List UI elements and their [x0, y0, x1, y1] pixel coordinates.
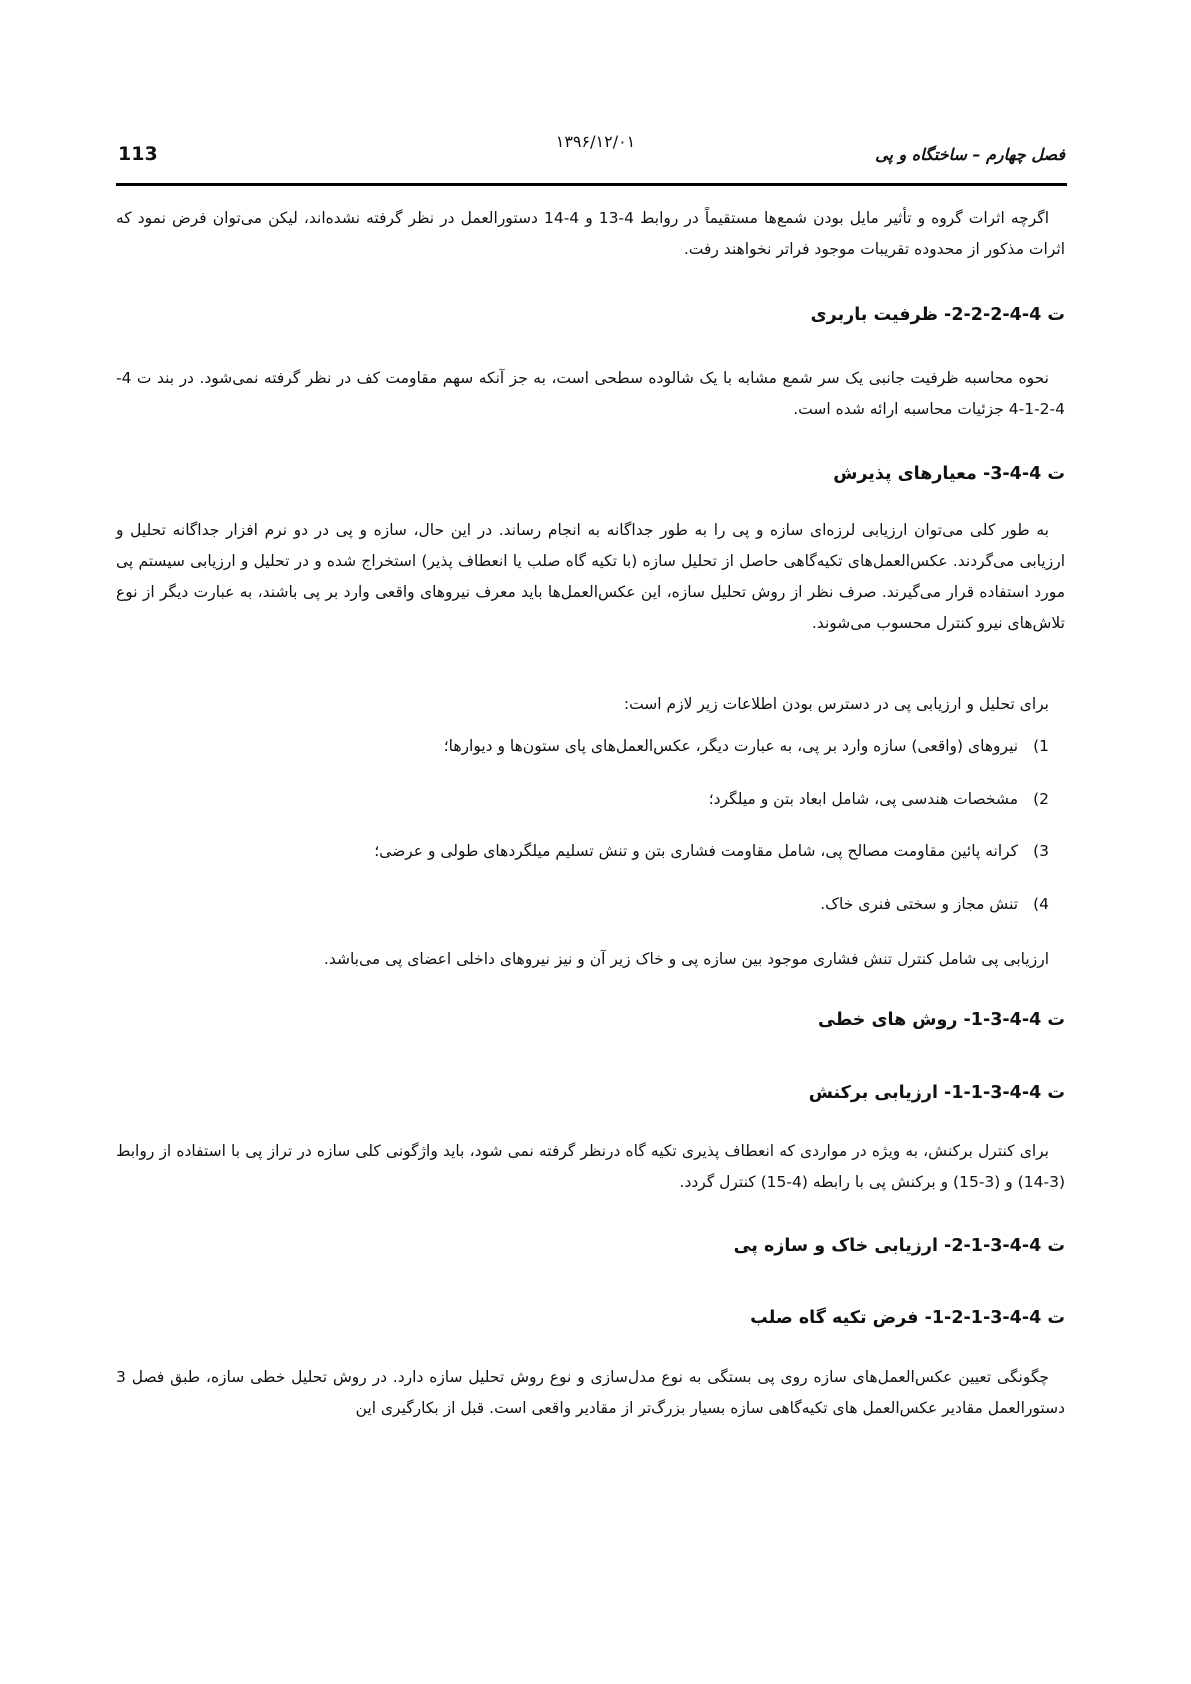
section-heading: ت 4-4-2-2-2- ظرفیت باربری	[810, 305, 1065, 325]
heading-uplift-evaluation	[116, 1083, 1065, 1103]
paragraph-text: ارزیابی پی شامل کنترل تنش فشاری موجود بین سازه پی و خاک زیر آن و نیز نیروهای داخلی اعضای پی می‌باشد.	[323, 950, 1049, 968]
list-item	[116, 895, 1065, 913]
list-item	[116, 737, 1065, 755]
paragraph-text: برای تحلیل و ارزیابی پی در دسترس بودن اطلاعات زیر لازم است:	[623, 695, 1049, 713]
paragraph-4	[116, 689, 1065, 720]
paragraph-3	[116, 515, 1065, 639]
section-heading: ت 4-4-3-1- روش های خطی	[818, 1010, 1065, 1030]
heading-rigid-support	[116, 1308, 1065, 1328]
page-number: 113	[118, 143, 158, 165]
section-heading: ت 4-4-3- معیارهای پذیرش	[833, 464, 1065, 484]
list-number: 1)	[1033, 737, 1049, 755]
paragraph-text: به طور کلی می‌توان ارزیابی لرزه‌ای سازه و پی را به طور جداگانه به انجام رساند. در این حال، سازه و پی در دو نرم افزار جداگانه تحلیل و ارزیابی می‌گردند. عکس‌العمل‌های تکیه‌گاهی حاصل از تحلیل سازه (با تکیه گاه صلب یا انعطاف پذیر) استخراج شده و در تحلیل و ارزیابی سیستم پی مورد استفاده قرار می‌گیرند. صرف نظر از روش تحلیل سازه، این عکس‌العمل‌ها باید معرف نیروهای واقعی وارد بر پی باشند، به عبارت دیگر از نوع تلاش‌های نیرو کنترل محسوب می‌شوند.	[116, 521, 1065, 632]
chapter-title: فصل چهارم – ساختگاه و پی	[875, 145, 1065, 164]
paragraph-1	[116, 203, 1065, 265]
list-number: 4)	[1033, 895, 1049, 913]
list-text: مشخصات هندسی پی، شامل ابعاد بتن و میلگرد؛	[708, 790, 1019, 808]
paragraph-text: اگرچه اثرات گروه و تأثیر مایل بودن شمع‌ها مستقیماً در روابط 4-13 و 4-14 دستورالعمل در نظر گرفته نشده‌اند، لیکن می‌توان فرض نمود که اثرات مذکور از محدوده تقریبات موجود فراتر نخواهند رفت.	[116, 209, 1065, 258]
paragraph-text: برای کنترل برکنش، به ویژه در مواردی که انعطاف پذیری تکیه گاه درنظر گرفته نمی شود، باید واژگونی کلی سازه در تراز پی با استفاده از روابط (3-14) و (3-15) و برکنش پی با رابطه (4-15) کنترل گردد.	[116, 1142, 1065, 1191]
heading-linear-methods	[116, 1010, 1065, 1030]
section-heading: ت 4-4-3-1-1- ارزیابی برکنش	[808, 1083, 1065, 1103]
paragraph-6	[116, 1136, 1065, 1198]
list-number: 3)	[1033, 842, 1049, 860]
list-item	[116, 790, 1065, 808]
paragraph-7	[116, 1362, 1065, 1424]
list-number: 2)	[1033, 790, 1049, 808]
heading-bearing-capacity	[116, 305, 1065, 325]
list-text: کرانه پائین مقاومت مصالح پی، شامل مقاومت فشاری بتن و تنش تسلیم میلگردهای طولی و عرضی؛	[374, 842, 1019, 860]
heading-acceptance-criteria	[116, 464, 1065, 484]
header-rule	[116, 183, 1067, 186]
paragraph-2	[116, 363, 1065, 425]
heading-soil-foundation-evaluation	[116, 1236, 1065, 1256]
paragraph-text: چگونگی تعیین عکس‌العمل‌های سازه روی پی بستگی به نوع مدل‌سازی و نوع روش تحلیل سازه دارد. در روش تحلیل خطی سازه، طبق فصل 3 دستورالعمل مقادیر عکس‌العمل های تکیه‌گاهی سازه بسیار بزرگ‌تر از مقادیر واقعی است. قبل از بکارگیری این	[116, 1368, 1065, 1417]
list-text: نیروهای (واقعی) سازه وارد بر پی، به عبارت دیگر، عکس‌العمل‌های پای ستون‌ها و دیوارها؛	[443, 737, 1019, 755]
paragraph-text: نحوه محاسبه ظرفیت جانبی یک سر شمع مشابه با یک شالوده سطحی است، به جز آنکه سهم مقاومت کف در نظر گرفته نمی‌شود. در بند ت 4-4-2-1-4 جزئیات محاسبه ارائه شده است.	[116, 369, 1065, 418]
list-item	[116, 842, 1065, 860]
header-date: ۱۳۹۶/۱۲/۰۱	[555, 132, 636, 151]
list-text: تنش مجاز و سختی فنری خاک.	[820, 895, 1019, 913]
section-heading: ت 4-4-3-1-2-1- فرض تکیه گاه صلب	[750, 1308, 1065, 1328]
section-heading: ت 4-4-3-1-2- ارزیابی خاک و سازه پی	[733, 1236, 1065, 1256]
paragraph-5	[116, 944, 1065, 975]
